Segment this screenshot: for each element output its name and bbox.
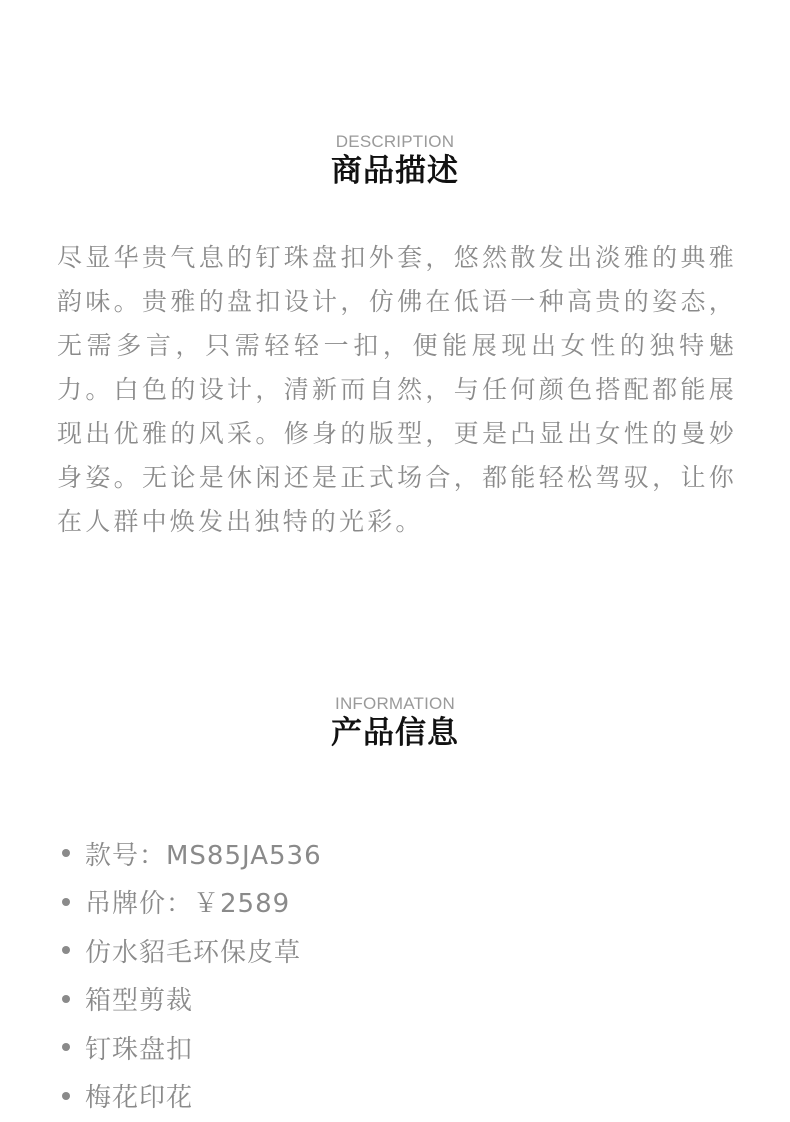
product-info-text: 钉珠盘扣 <box>85 1034 194 1065</box>
product-info-text: 箱型剪裁 <box>85 986 194 1017</box>
bullet-icon <box>62 995 70 1003</box>
product-info-text: 款号：MS85JA536 <box>85 840 322 871</box>
description-eyebrow: DESCRIPTION <box>335 132 455 151</box>
information-title: 产品信息 <box>331 715 459 751</box>
description-section-header <box>0 132 790 190</box>
product-info-item <box>62 829 322 878</box>
information-section-header <box>0 694 790 752</box>
product-info-item <box>62 878 322 927</box>
product-info-text: 梅花印花 <box>85 1083 194 1114</box>
product-info-text: 吊牌价：￥2589 <box>85 889 291 920</box>
product-info-item <box>62 1072 322 1121</box>
bullet-icon <box>62 946 70 954</box>
description-body: 尽显华贵气息的钉珠盘扣外套，悠然散发出淡雅的典雅韵味。贵雅的盘扣设计，仿佛在低语一种高贵的姿态，无需多言，只需轻轻一扣，便能展现出女性的独特魅力。白色的设计，清新而自然，与任何颜色搭配都能展现出优雅的风采。修身的版型，更是凸显出女性的曼妙身姿。无论是休闲还是正式场合，都能轻松驾驭，让你在人群中焕发出独特的光彩。 <box>57 243 737 536</box>
bullet-icon <box>62 1043 70 1051</box>
product-info-item <box>62 926 322 975</box>
information-eyebrow: INFORMATION <box>335 694 455 713</box>
product-info-item <box>62 1023 322 1072</box>
product-info-text: 仿水貂毛环保皮草 <box>85 937 302 968</box>
product-info-item <box>62 975 322 1024</box>
product-info-list <box>62 829 322 1120</box>
bullet-icon <box>62 1092 70 1100</box>
bullet-icon <box>62 898 70 906</box>
bullet-icon <box>62 849 70 857</box>
description-title: 商品描述 <box>331 153 459 189</box>
